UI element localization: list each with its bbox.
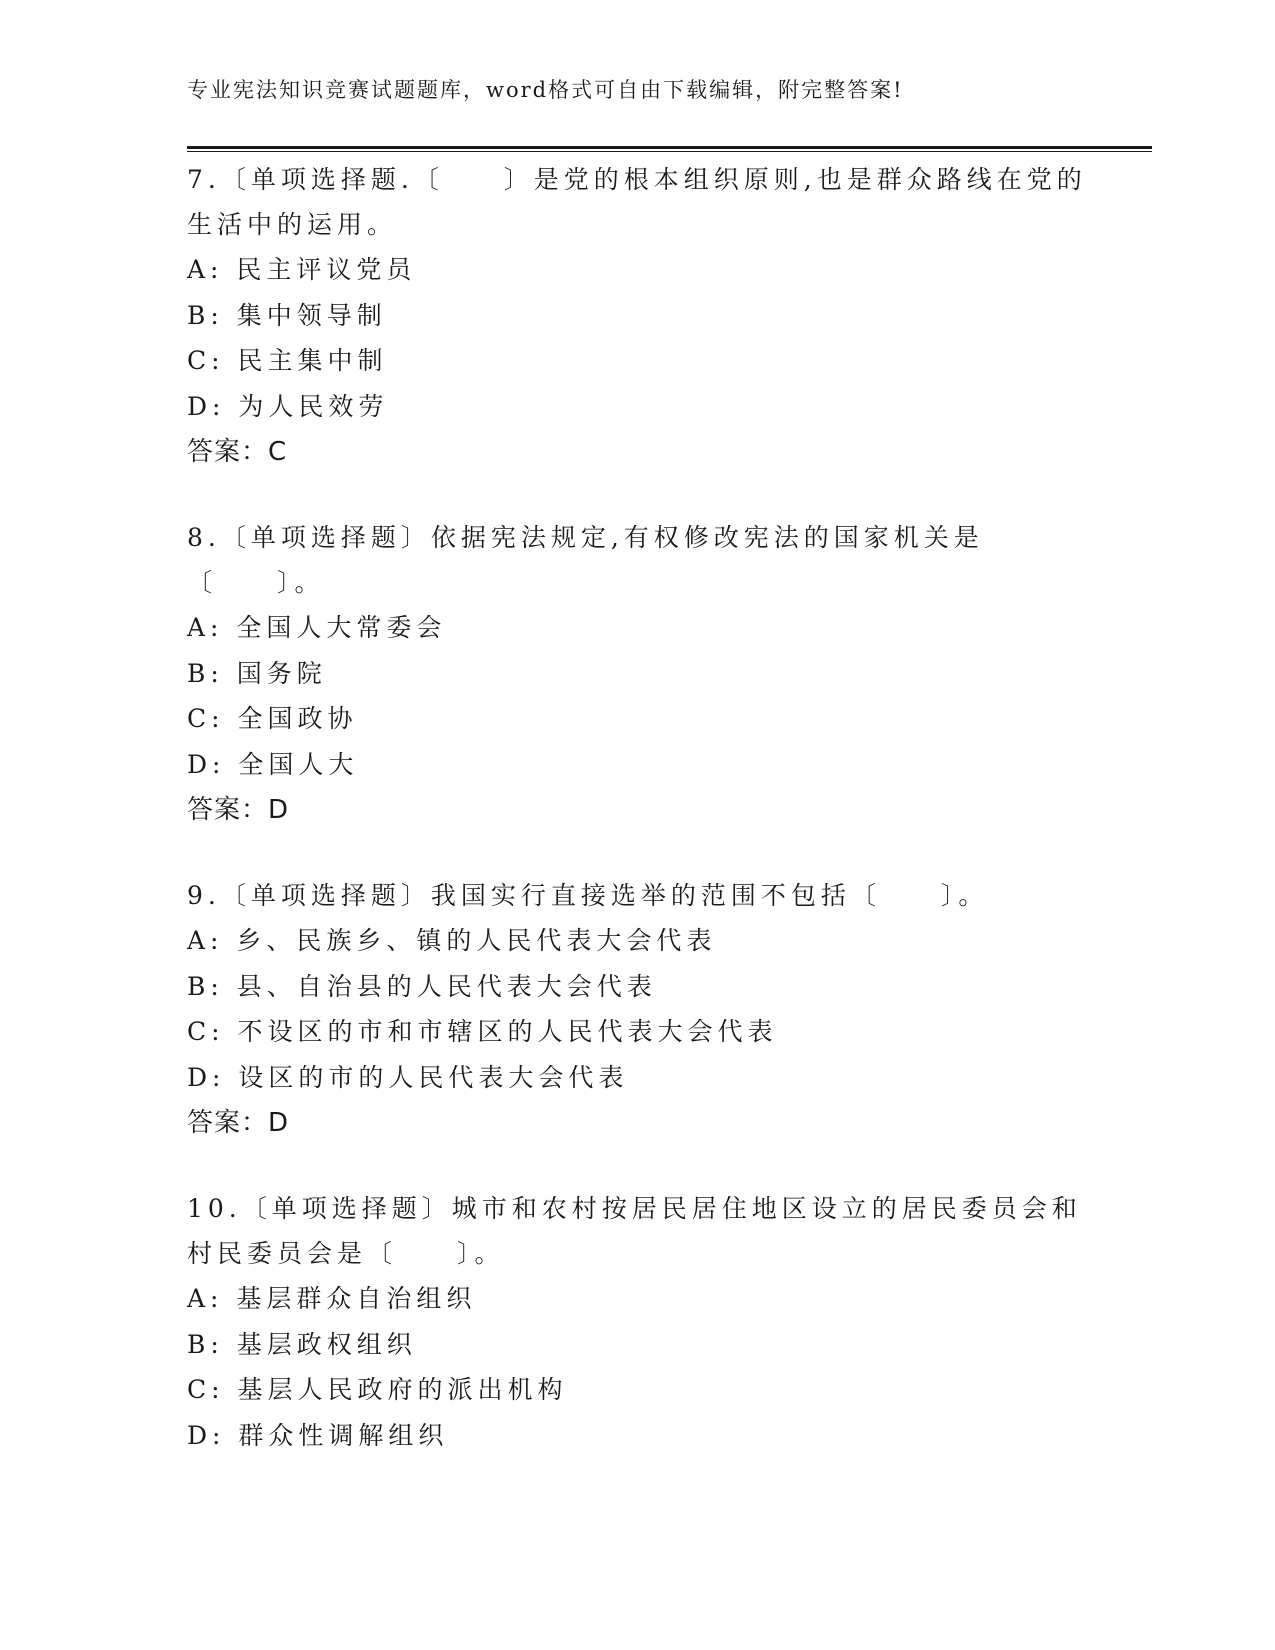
option-a: A: 民主评议党员 bbox=[187, 255, 417, 284]
option-d: D: 群众性调解组织 bbox=[187, 1420, 449, 1450]
question-stem: 9.〔单项选择题〕我国实行直接选举的范围不包括〔 〕。 bbox=[187, 881, 989, 910]
option-b: B: 国务院 bbox=[187, 658, 327, 688]
option-d: D: 设区的市的人民代表大会代表 bbox=[187, 1062, 629, 1092]
option-a: A: 乡、民族乡、镇的人民代表大会代表 bbox=[187, 926, 717, 955]
header-rule-thin bbox=[187, 151, 1152, 152]
option-c: C: 全国政协 bbox=[187, 704, 358, 733]
option-b: B: 集中领导制 bbox=[187, 300, 387, 330]
question-7 bbox=[187, 157, 1107, 475]
option-d: D: 全国人大 bbox=[187, 749, 359, 779]
header-rule-thick bbox=[187, 146, 1152, 149]
answer-line: 答案：D bbox=[187, 795, 290, 825]
option-c: C: 民主集中制 bbox=[187, 346, 388, 375]
option-d: D: 为人民效劳 bbox=[187, 391, 389, 421]
question-stem: 7.〔单项选择题.〔 〕是党的根本组织原则,也是群众路线在党的生活中的运用。 bbox=[187, 165, 1087, 239]
option-c: C: 基层人民政府的派出机构 bbox=[187, 1375, 568, 1404]
option-a: A: 基层群众自治组织 bbox=[187, 1284, 477, 1313]
page-header: 专业宪法知识竞赛试题题库，word格式可自由下载编辑，附完整答案! bbox=[187, 78, 904, 102]
option-a: A: 全国人大常委会 bbox=[187, 613, 447, 642]
question-9 bbox=[187, 873, 1107, 1146]
option-b: B: 基层政权组织 bbox=[187, 1329, 417, 1359]
answer-line: 答案：D bbox=[187, 1108, 290, 1138]
question-list bbox=[187, 157, 1107, 1498]
question-10 bbox=[187, 1186, 1107, 1458]
option-b: B: 县、自治县的人民代表大会代表 bbox=[187, 971, 657, 1001]
answer-line: 答案：C bbox=[187, 437, 288, 467]
question-8 bbox=[187, 515, 1107, 833]
question-stem: 8.〔单项选择题〕依据宪法规定,有权修改宪法的国家机关是〔 〕。 bbox=[187, 523, 984, 597]
question-stem: 10.〔单项选择题〕城市和农村按居民居住地区设立的居民委员会和村民委员会是〔 〕。 bbox=[187, 1194, 1082, 1268]
option-c: C: 不设区的市和市辖区的人民代表大会代表 bbox=[187, 1017, 778, 1046]
